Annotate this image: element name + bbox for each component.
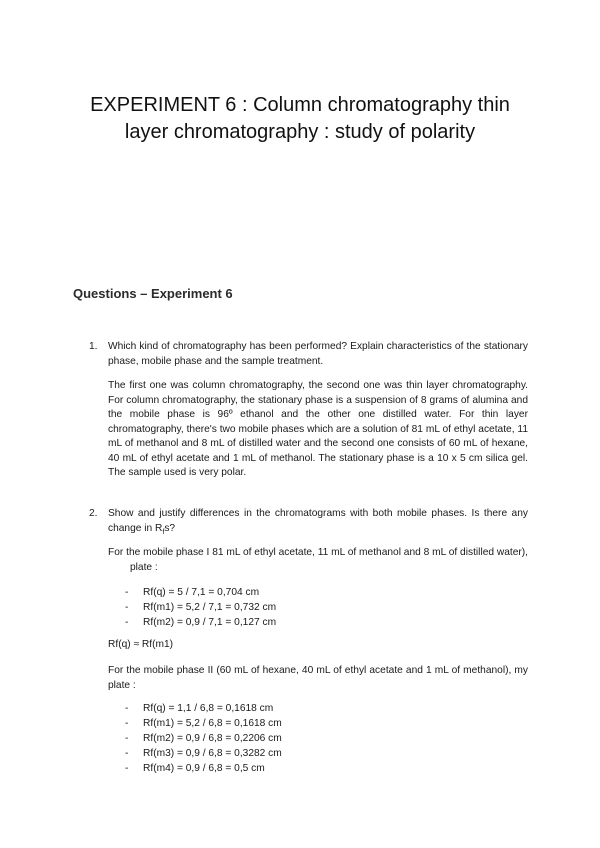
rf-approximation: Rf(q) ≈ Rf(m1) (108, 639, 174, 650)
phase-1-rf-list (125, 585, 276, 630)
prompt-text-end: s? (164, 522, 176, 534)
list-item: - Rf(q) = 5 / 7,1 = 0,704 cm (125, 587, 260, 598)
question-prompt: Which kind of chromatography has been performed? Explain characteristics of the stationary phase, mobile phase and the sample treatment. (108, 341, 528, 367)
phase-2-rf-list (125, 701, 282, 776)
list-item: - Rf(m2) = 0,9 / 6,8 = 0,2206 cm (125, 733, 282, 744)
question-prompt (108, 507, 528, 540)
prompt-subscript: f (162, 528, 165, 536)
answer-paragraph: The first one was column chromatography, the second one was thin layer chromatography. For column chromatography, the stationary phase is a suspension of 8 grams of alumina and the mobile phase is 96º ethanol and the other one distilled water. For thin layer chromatography, there's two mobile phases which are a solution of 81 mL of ethyl acetate, 11 mL of methanol and 8 mL of distilled water and the second one consists of 60 mL of hexane, 40 mL of ethyl acetate and 1 mL of methanol. The stationary phase is a 10 x 5 cm silica gel. The sample used is very polar. (108, 380, 528, 478)
list-item: - Rf(m4) = 0,9 / 6,8 = 0,5 cm (125, 763, 265, 774)
prompt-text: Show and justify differences in the chromatograms with both mobile phases. Is there any change in R (108, 508, 528, 534)
list-item: - Rf(m1) = 5,2 / 6,8 = 0,1618 cm (125, 718, 282, 729)
question-number: 2. (89, 508, 98, 519)
phase-1-intro (108, 546, 528, 575)
list-item: - Rf(q) = 1,1 / 6,8 = 0,1618 cm (125, 703, 274, 714)
phase-1-intro-plate: plate : (130, 561, 158, 573)
question-number: 1. (89, 341, 98, 352)
list-item: - Rf(m1) = 5,2 / 7,1 = 0,732 cm (125, 602, 277, 613)
phase-2-intro: For the mobile phase II (60 mL of hexane, 40 mL of ethyl acetate and 1 mL of methanol), my plate : (108, 665, 528, 691)
list-item: - Rf(m3) = 0,9 / 6,8 = 0,3282 cm (125, 748, 282, 759)
section-heading: Questions – Experiment 6 (73, 286, 233, 301)
title-line-1: EXPERIMENT 6 : Column chromatography thin (90, 94, 510, 116)
list-item: - Rf(m2) = 0,9 / 7,1 = 0,127 cm (125, 617, 277, 628)
title-line-2: layer chromatography : study of polarity (124, 121, 476, 143)
phase-1-intro-text: For the mobile phase I 81 mL of ethyl acetate, 11 mL of methanol and 8 mL of distilled water), (108, 547, 528, 558)
page-title (60, 92, 540, 146)
